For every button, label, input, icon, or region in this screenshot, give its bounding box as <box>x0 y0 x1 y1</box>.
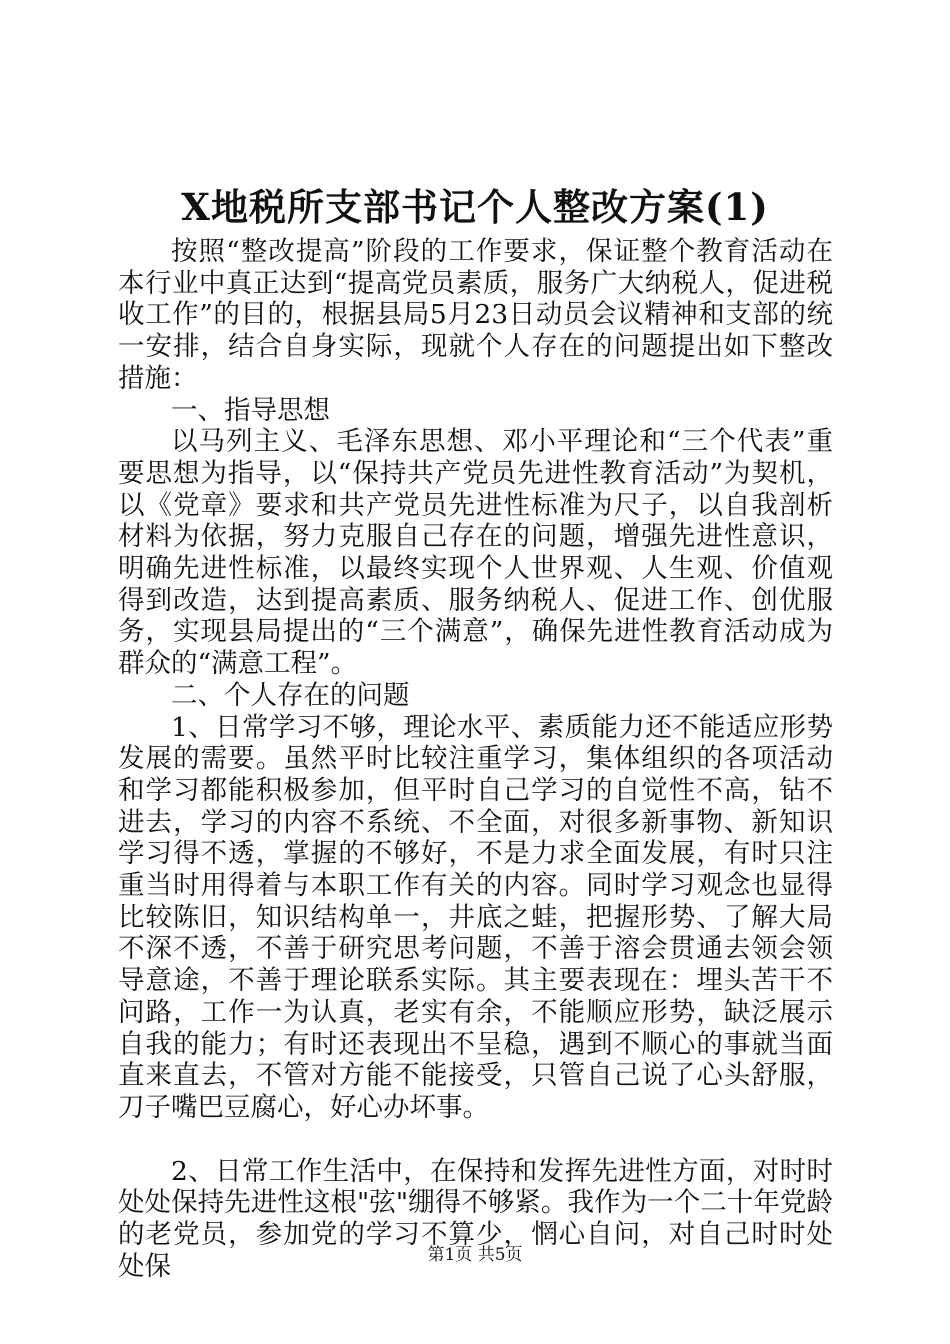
document-body <box>118 236 833 1283</box>
document-title: X地税所支部书记个人整改方案(1) <box>181 185 769 229</box>
paragraph-intro: 按照“整改提高”阶段的工作要求，保证整个教育活动在本行业中真正达到“提高党员素质，服务广大纳税人，促进税收工作”的目的，根据县局5月23日动员会议精神和支部的统一安排，结合自身实际，现就个人存在的问题提出如下整改措施： <box>118 236 833 394</box>
paragraph-problem-1: 1、日常学习不够，理论水平、素质能力还不能适应形势发展的需要。虽然平时比较注重学习，集体组织的各项活动和学习都能积极参加，但平时自己学习的自觉性不高，钻不进去，学习的内容不系统、不全面，对很多新事物、新知识学习得不透，掌握的不够好，不是力求全面发展，有时只注重当时用得着与本职工作有关的内容。同时学习观念也显得比较陈旧，知识结构单一，井底之蛙，把握形势、了解大局不深不透，不善于研究思考问题，不善于溶会贯通去领会领导意途，不善于理论联系实际。其主要表现在：埋头苦干不问路，工作一为认真，老实有余，不能顺应形势，缺泛展示自我的能力；有时还表现出不呈稳，遇到不顺心的事就当面直来直去，不管对方能不能接受，只管自己说了心头舒服，刀子嘴巴豆腐心，好心办坏事。 <box>118 711 833 1123</box>
paragraph-guiding-thought: 以马列主义、毛泽东思想、邓小平理论和“三个代表”重要思想为指导，以“保持共产党员先进性教育活动”为契机，以《党章》要求和共产党员先进性标准为尺子，以自我剖析材料为依据，努力克服自己存在的问题，增强先进性意识，明确先进性标准，以最终实现个人世界观、人生观、价值观得到改造，达到提高素质、服务纳税人、促进工作、创优服务，实现县局提出的“三个满意”，确保先进性教育活动成为群众的“满意工程”。 <box>118 426 833 680</box>
heading-guiding-thought: 一、指导思想 <box>171 394 330 426</box>
heading-personal-problems: 二、个人存在的问题 <box>171 679 410 711</box>
paragraph-problem-2: 2、日常工作生活中，在保持和发挥先进性方面，对时时处处保持先进性这根"弦"绷得不够紧。我作为一个二十年党龄的老党员，参加党的学习不算少，惘心自问，对自己时时处处保 <box>118 1155 833 1282</box>
page-number-footer: 第1页 共5页 <box>427 1245 523 1265</box>
